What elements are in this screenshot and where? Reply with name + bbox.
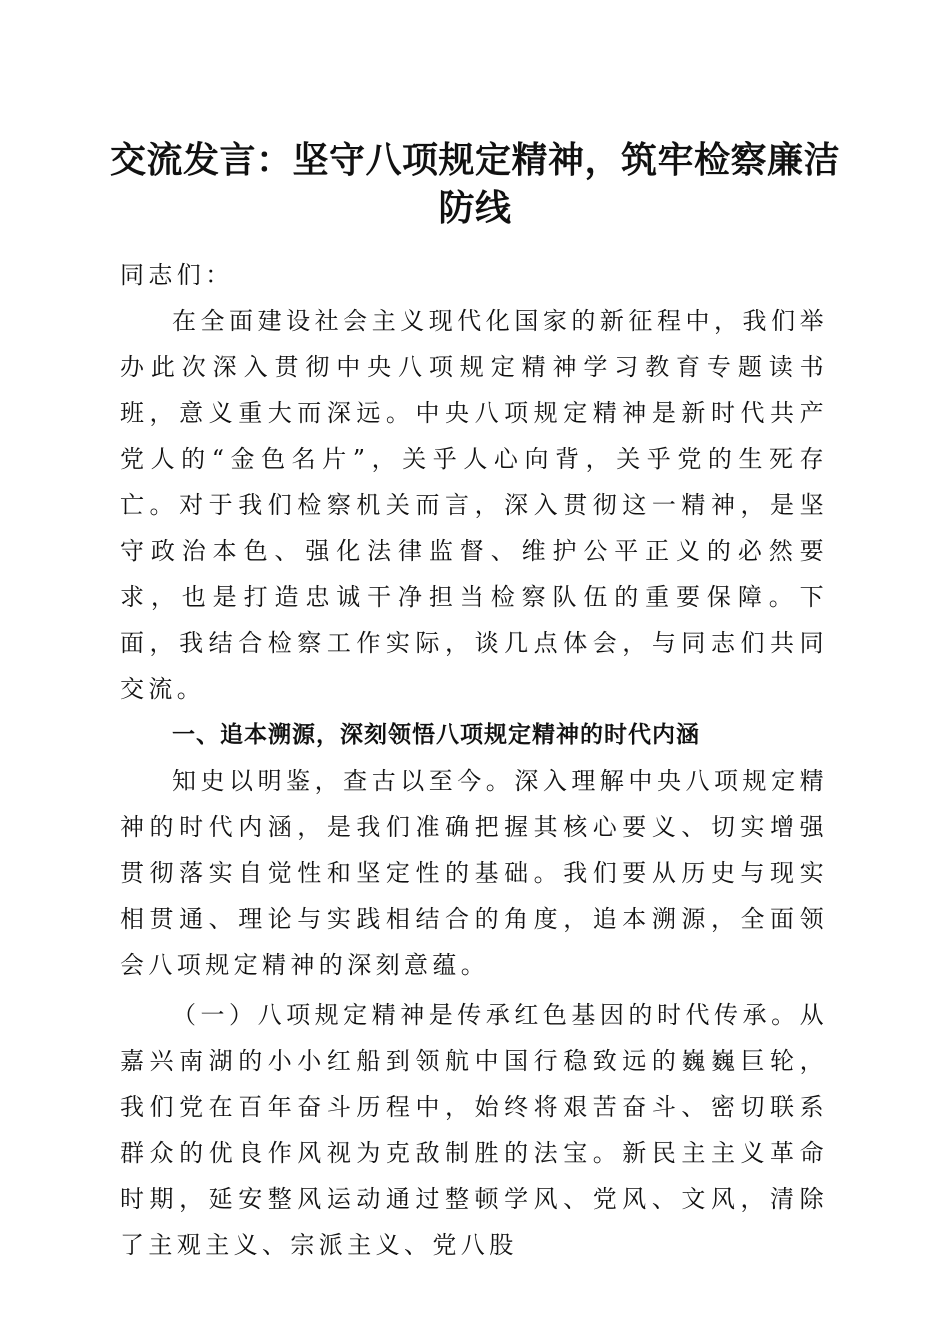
subsection-1-paragraph: （一）八项规定精神是传承红色基因的时代传承。从嘉兴南湖的小小红船到领航中国行稳致远的巍巍巨轮，我们党在百年奋斗历程中，始终将艰苦奋斗、密切联系群众的优良作风视为克敌制胜的法宝。新民主主义革命时期，延安整风运动通过整顿学风、党风、文风，清除了主观主义、宗派主义、党八股 [120,1001,828,1259]
document-body [120,252,828,1268]
section-1-paragraph: 知史以明鉴，查古以至今。深入理解中央八项规定精神的时代内涵，是我们准确把握其核心要义、切实增强贯彻落实自觉性和坚定性的基础。我们要从历史与现实相贯通、理论与实践相结合的角度，追本溯源，全面领会八项规定精神的深刻意蕴。 [120,767,828,979]
title-line-2: 防线 [438,187,512,229]
section-heading-1: 一、追本溯源，深刻领悟八项规定精神的时代内涵 [172,722,700,748]
salutation: 同志们： [120,261,234,289]
intro-paragraph: 在全面建设社会主义现代化国家的新征程中，我们举办此次深入贯彻中央八项规定精神学习教育专题读书班，意义重大而深远。中央八项规定精神是新时代共产党人的“金色名片”，关乎人心向背，关乎党的生死存亡。对于我们检察机关而言，深入贯彻这一精神，是坚守政治本色、强化法律监督、维护公平正义的必然要求，也是打造忠诚干净担当检察队伍的重要保障。下面，我结合检察工作实际，谈几点体会，与同志们共同交流。 [120,307,828,703]
document-title [110,136,840,232]
title-line-1: 交流发言：坚守八项规定精神，筑牢检察廉洁 [110,139,841,181]
